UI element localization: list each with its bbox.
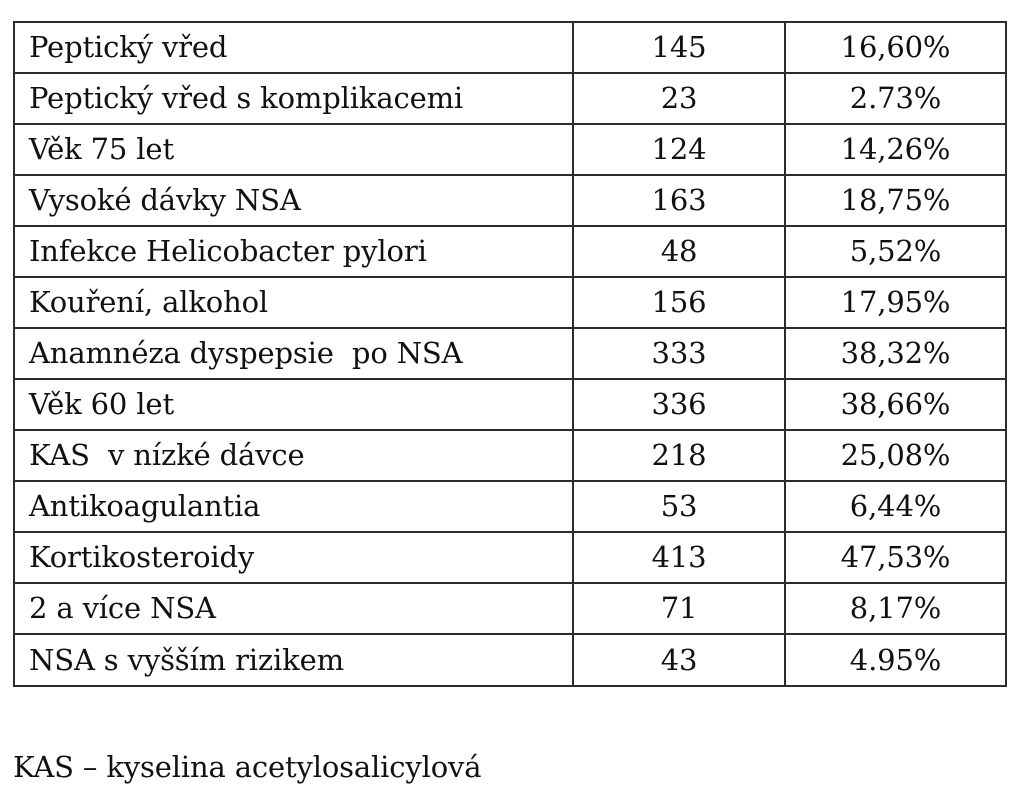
- table-row: [14, 124, 1006, 175]
- factor-cell: Peptický vřed s komplikacemi: [14, 73, 573, 124]
- percent-cell: 17,95%: [785, 277, 1006, 328]
- factor-cell: Věk 75 let: [14, 124, 573, 175]
- percent-cell: 18,75%: [785, 175, 1006, 226]
- factor-cell: Kouření, alkohol: [14, 277, 573, 328]
- percent-cell: 16,60%: [785, 22, 1006, 73]
- factor-cell: Věk 60 let: [14, 379, 573, 430]
- percent-cell: 25,08%: [785, 430, 1006, 481]
- count-cell: 413: [573, 532, 785, 583]
- factor-cell: Peptický vřed: [14, 22, 573, 73]
- factor-cell: Vysoké dávky NSA: [14, 175, 573, 226]
- risk-factor-table: [13, 21, 1007, 687]
- table-row: [14, 175, 1006, 226]
- count-cell: 336: [573, 379, 785, 430]
- count-cell: 163: [573, 175, 785, 226]
- factor-cell: KAS v nízké dávce: [14, 430, 573, 481]
- table-row: [14, 73, 1006, 124]
- count-cell: 145: [573, 22, 785, 73]
- count-cell: 53: [573, 481, 785, 532]
- percent-cell: 4.95%: [785, 634, 1006, 686]
- percent-cell: 38,32%: [785, 328, 1006, 379]
- factor-cell: 2 a více NSA: [14, 583, 573, 634]
- count-cell: 156: [573, 277, 785, 328]
- footnote: KAS – kyselina acetylosalicylová: [13, 750, 482, 784]
- factor-cell: Antikoagulantia: [14, 481, 573, 532]
- factor-cell: Infekce Helicobacter pylori: [14, 226, 573, 277]
- count-cell: 71: [573, 583, 785, 634]
- percent-cell: 8,17%: [785, 583, 1006, 634]
- count-cell: 124: [573, 124, 785, 175]
- table-row: [14, 430, 1006, 481]
- percent-cell: 5,52%: [785, 226, 1006, 277]
- table-row: [14, 277, 1006, 328]
- table-row: [14, 226, 1006, 277]
- percent-cell: 14,26%: [785, 124, 1006, 175]
- percent-cell: 6,44%: [785, 481, 1006, 532]
- factor-cell: Kortikosteroidy: [14, 532, 573, 583]
- count-cell: 43: [573, 634, 785, 686]
- percent-cell: 47,53%: [785, 532, 1006, 583]
- table-row: [14, 634, 1006, 686]
- factor-cell: Anamnéza dyspepsie po NSA: [14, 328, 573, 379]
- count-cell: 218: [573, 430, 785, 481]
- count-cell: 48: [573, 226, 785, 277]
- percent-cell: 38,66%: [785, 379, 1006, 430]
- table-row: [14, 379, 1006, 430]
- table-row: [14, 328, 1006, 379]
- table-row: [14, 22, 1006, 73]
- count-cell: 333: [573, 328, 785, 379]
- factor-cell: NSA s vyšším rizikem: [14, 634, 573, 686]
- table-row: [14, 583, 1006, 634]
- table-row: [14, 481, 1006, 532]
- percent-cell: 2.73%: [785, 73, 1006, 124]
- table-row: [14, 532, 1006, 583]
- count-cell: 23: [573, 73, 785, 124]
